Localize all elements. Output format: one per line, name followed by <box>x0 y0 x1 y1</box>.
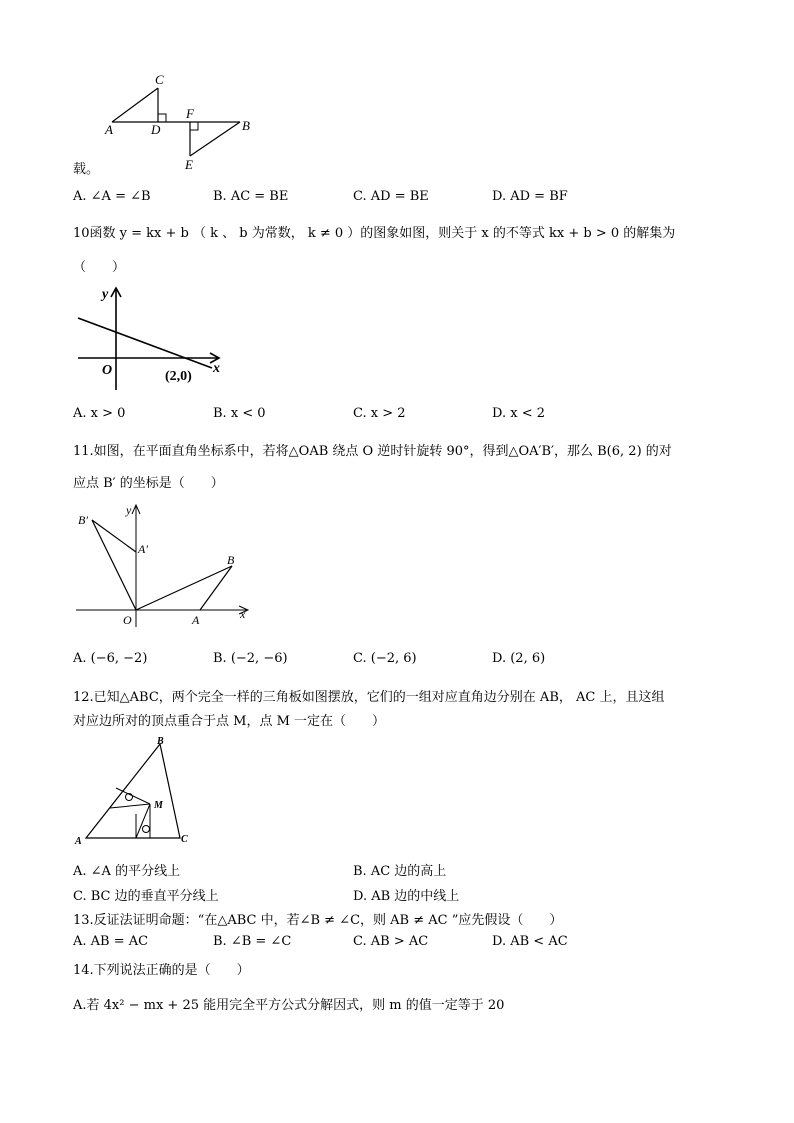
label-point: (2,0) <box>165 369 192 384</box>
q11-line2: 应点 B′ 的坐标是（ ） <box>73 476 224 491</box>
q12-option-d: D. AB 边的中线上 <box>353 889 460 904</box>
q11-option-b: B. (−2, −6) <box>213 651 288 666</box>
label-F: F <box>186 106 194 121</box>
label-y: y <box>126 503 132 517</box>
q10-option-a: A. x > 0 <box>73 406 126 421</box>
q9-option-d: D. AD = BF <box>492 189 568 204</box>
q12-line2: 对应边所对的顶点重合于点 M，点 M 一定在（ ） <box>73 714 386 729</box>
q13-option-c: C. AB > AC <box>353 934 429 949</box>
q14-option-a: A.若 4x² − mx + 25 能用完全平方公式分解因式，则 m 的值一定等于 20 <box>73 998 505 1013</box>
figure-q12-triangle <box>74 736 204 851</box>
label-x: x <box>240 607 246 621</box>
q13-option-b: B. ∠B = ∠C <box>213 934 292 949</box>
label-B: B <box>227 553 235 567</box>
label-B: B <box>242 118 250 133</box>
q10-option-c: C. x > 2 <box>353 406 406 421</box>
q11-line1: 11.如图，在平面直角坐标系中，若将△OAB 绕点 O 逆时针旋转 90°，得到△OA′B′，那么 B(6, 2) 的对 <box>73 444 672 459</box>
label-y: y <box>102 287 109 302</box>
label-C: C <box>181 834 188 845</box>
q9-option-b: B. AC = BE <box>213 189 289 204</box>
q13-stem: 13.反证法证明命题：“在△ABC 中，若∠B ≠ ∠C，则 AB ≠ AC ”应先假设（ ） <box>73 913 563 928</box>
figure-q11-rotation <box>72 502 257 632</box>
label-Bprime: B′ <box>78 513 88 527</box>
label-B: B <box>157 736 164 747</box>
q11-option-a: A. (−6, −2) <box>73 651 148 666</box>
q11-option-c: C. (−2, 6) <box>353 651 417 666</box>
figure-q9-triangles <box>100 72 260 172</box>
q10-option-b: B. x < 0 <box>213 406 266 421</box>
label-A: A <box>105 122 113 137</box>
label-A: A <box>75 836 82 847</box>
q12-line1: 12.已知△ABC，两个完全一样的三角板如图摆放，它们的一组对应直角边分别在 AB， AC 上，且这组 <box>73 690 665 705</box>
label-O: O <box>123 613 132 627</box>
q14-stem: 14.下列说法正确的是（ ） <box>73 963 250 978</box>
q13-option-d: D. AB < AC <box>492 934 568 949</box>
q13-option-a: A. AB = AC <box>73 934 149 949</box>
q11-option-d: D. (2, 6) <box>492 651 546 666</box>
label-E: E <box>185 157 193 172</box>
q10-option-d: D. x < 2 <box>492 406 545 421</box>
q9-option-c: C. AD = BE <box>353 189 429 204</box>
label-Aprime: A′ <box>138 542 148 556</box>
label-O: O <box>102 363 113 378</box>
q12-option-b: B. AC 边的高上 <box>353 864 447 879</box>
q9-tail: 载。 <box>73 162 100 177</box>
label-D: D <box>151 122 161 137</box>
label-M: M <box>154 800 163 811</box>
q9-option-a: A. ∠A = ∠B <box>73 189 151 204</box>
q12-option-a: A. ∠A 的平分线上 <box>73 864 181 879</box>
q10-stem: 10函数 y = kx + b （ k 、 b 为常数， k ≠ 0 ）的图象如图，则关于 x 的不等式 kx + b > 0 的解集为 <box>73 226 676 241</box>
q12-option-c: C. BC 边的垂直平分线上 <box>73 889 219 904</box>
label-C: C <box>155 72 164 87</box>
label-A: A <box>192 613 200 627</box>
figure-q10-graph <box>70 282 240 397</box>
label-x: x <box>213 361 220 376</box>
q10-paren: （ ） <box>73 260 126 275</box>
